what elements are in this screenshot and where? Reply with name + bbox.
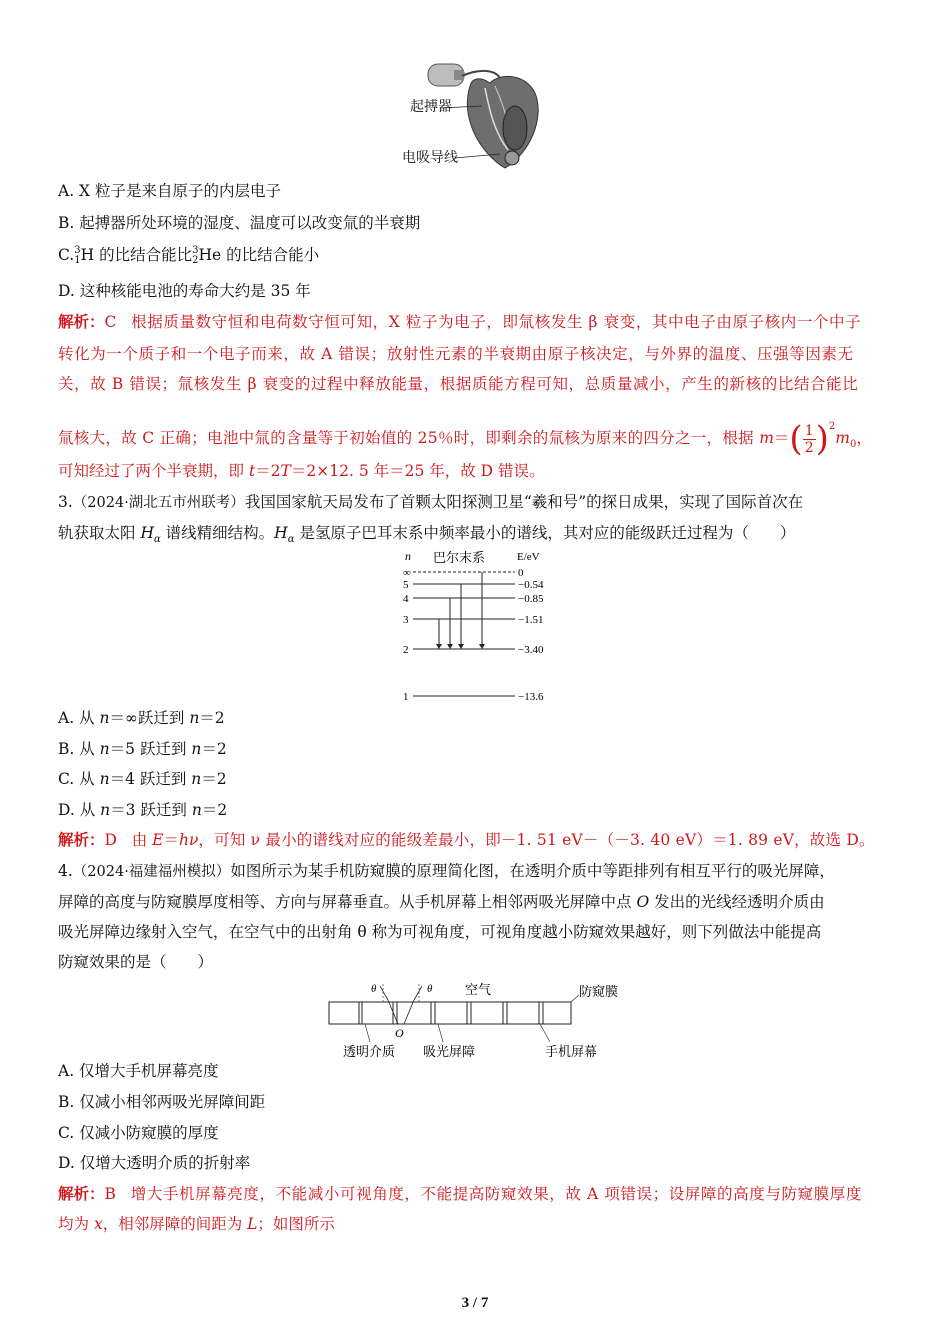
q4-stem-line4: 防窥效果的是（ ） [58,953,214,971]
air-label: 空气 [465,983,492,998]
pacemaker-label: 起搏器 [410,99,452,115]
q2-answer-line4: 氚核大，故 C 正确；电池中氚的含量等于初始值的 25％时，即剩余的氚核为原来的四分之一，根据 m＝( $\frac{1}{2}$ )$^2m_0$， [58,419,872,459]
energy-level-diagram [395,548,565,708]
energy-axis-label: E/eV [517,551,540,563]
level-energy-label: −0.85 [518,593,544,605]
screen-label: 手机屏幕 [545,1045,598,1060]
level-energy-label: −3.40 [518,644,544,656]
q4-option-c: C. 仅减小防窥膜的厚度 [58,1124,219,1142]
q4-answer-line2: 均为 x，相邻屏障的间距为 L；如图所示 [58,1215,335,1233]
level-energy-label: −0.54 [518,579,544,591]
theta-left-label: θ [371,983,377,995]
q4-option-a: A. 仅增大手机屏幕亮度 [58,1062,219,1080]
barrier-label: 吸光屏障 [423,1045,476,1060]
point-o-label: O [395,1026,404,1040]
level-n-label: ∞ [403,567,411,579]
q4-option-b: B. 仅减小相邻两吸光屏障间距 [58,1093,266,1111]
lead-label: 电吸导线 [402,150,458,166]
q3-answer: 解析：D 由 E＝hν，可知 ν 最小的谱线对应的能级差最小，即－1. 51 eV－（－3. 40 eV）＝1. 89 eV，故选 D。 [58,830,875,849]
medium-label: 透明介质 [343,1045,396,1060]
level-n-label: 1 [403,691,409,703]
q3-option-b: B. 从 n＝5 跃迁到 n＝2 [58,740,227,758]
q2-answer-line2: 转化为一个质子和一个电子而来，故 A 错误；放射性元素的半衰期由原子核决定，与外界的温度、压强等因素无 [58,345,854,363]
q3-option-d: D. 从 n＝3 跃迁到 n＝2 [58,801,228,819]
q4-stem-line2: 屏障的高度与防窥膜厚度相等、方向与屏幕垂直。从手机屏幕上相邻两吸光屏障中点 O 发出的光线经透明介质由 [58,893,825,911]
level-n-label: 2 [403,644,409,656]
level-energy-label: −1.51 [518,614,544,626]
q2-answer-line1: 解析：C 根据质量数守恒和电荷数守恒可知，X 粒子为电子，即氚核发生 β 衰变，其中电子由原子核内一个中子 [58,312,862,331]
q4-option-d: D. 仅增大透明介质的折射率 [58,1154,251,1172]
film-label: 防窥膜 [579,985,619,1000]
transition-arrowhead [436,644,442,649]
level-energy-label: 0 [518,567,524,579]
page-number: 3 / 7 [461,1295,489,1311]
level-n-label: 4 [403,593,409,605]
q3-option-c: C. 从 n＝4 跃迁到 n＝2 [58,770,227,788]
q2-option-a: A. X 粒子是来自原子的内层电子 [58,182,282,200]
q4-stem-line3: 吸光屏障边缘射入空气，在空气中的出射角 θ 称为可视角度，可视角度越小防窥效果越好，则下列做法中能提高 [58,923,822,941]
q3-stem-line1: 3.（2024·湖北五市州联考）我国国家航天局发布了首颗太阳探测卫星“羲和号”的探日成果，实现了国际首次在 [58,493,804,511]
q2-answer-line3: 关，故 B 错误；氚核发生 β 衰变的过程中释放能量，根据质能方程可知，总质量减小，产生的新核的比结合能比 [58,375,859,393]
privacy-film-diagram [325,980,635,1062]
n-axis-label: n [405,549,411,563]
transition-arrowhead [458,644,464,649]
series-title: 巴尔末系 [433,551,486,566]
q3-option-a: A. 从 n＝∞跃迁到 n＝2 [58,709,225,727]
q4-answer-line1: 解析：B 增大手机屏幕亮度，不能减小可视角度，不能提高防窥效果，故 A 项错误；设屏障的高度与防窥膜厚度 [58,1184,862,1203]
q2-option-b: B. 起搏器所处环境的湿度、温度可以改变氚的半衰期 [58,214,421,232]
transition-arrowhead [479,644,485,649]
q3-stem-line2: 轨获取太阳 $H_\alpha$ 谱线精细结构。$H_\alpha$ 是氢原子巴耳末系中频率最小的谱线，其对应的能级跃迁过程为（ ） [58,524,796,546]
transition-arrowhead [447,644,453,649]
level-n-label: 5 [403,579,409,591]
q4-stem-line1: 4.（2024·福建福州模拟）如图所示为某手机防窥膜的原理简化图，在透明介质中等距排列有相互平行的吸光屏障， [58,862,835,880]
theta-right-label: θ [427,983,433,995]
level-n-label: 3 [403,614,409,626]
q2-option-d: D. 这种核能电池的寿命大约是 35 年 [58,282,311,300]
q2-answer-line5: 可知经过了两个半衰期，即 t＝2T＝2×12. 5 年＝25 年，故 D 错误。 [58,462,545,480]
q2-option-c: C.3 1H 的比结合能比3 2He 的比结合能小 [58,245,320,266]
level-energy-label: −13.6 [518,691,544,703]
